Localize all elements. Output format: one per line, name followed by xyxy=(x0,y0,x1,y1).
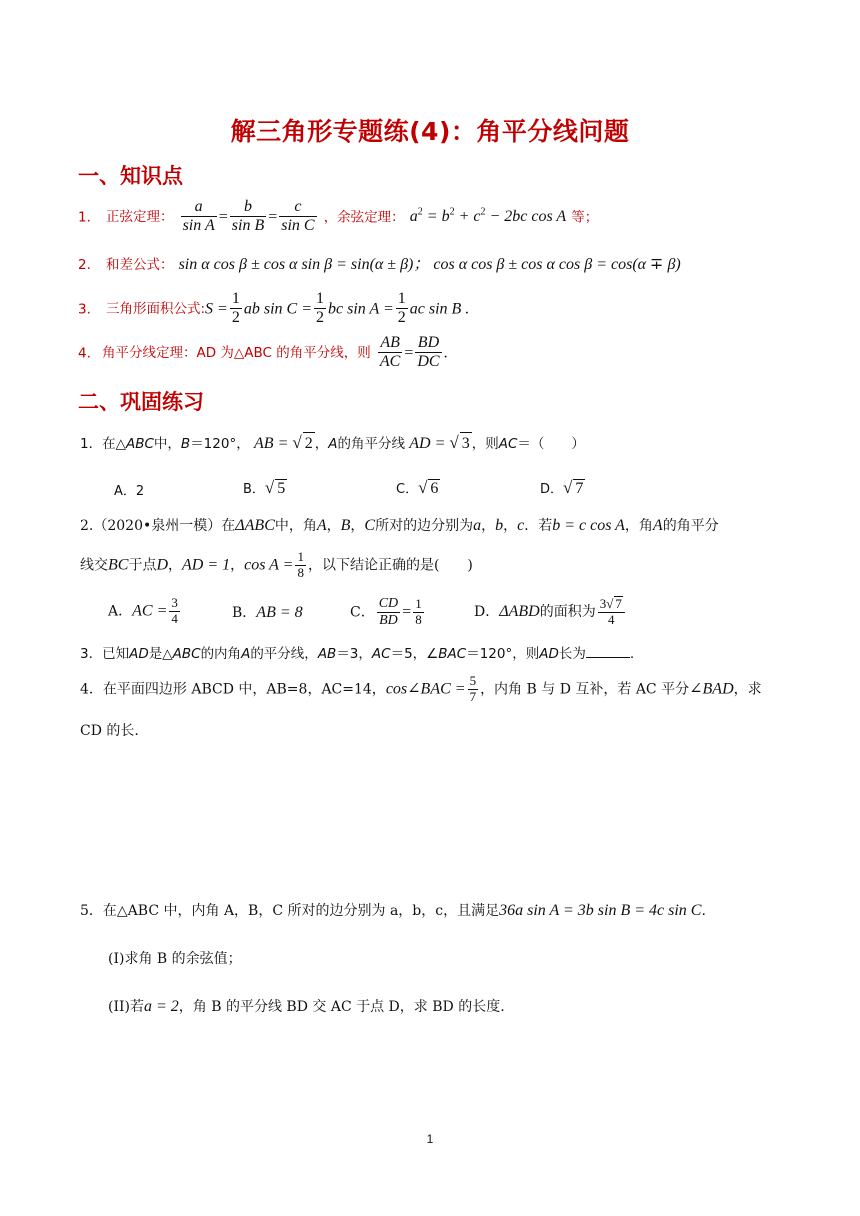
item-number: 2. xyxy=(78,257,91,273)
item-label: 正弦定理： xyxy=(105,209,174,226)
cosine-law-formula: $a^2 = b^2 + c^2 - 2bc$ cos A xyxy=(409,207,567,226)
item-text: 等； xyxy=(571,209,599,226)
question-2-line-2: 线交BC于点D，AD = 1，cos A = $\frac{1}{8}$ ，以下结论正确的是( ) xyxy=(80,549,473,580)
question-1: 1．在△ABC中，B＝120°， AB = √ 2 ，A的角平分线 AD = √ 3 ，则AC＝（ ） xyxy=(80,432,585,455)
item-label: 三角形面积公式: xyxy=(105,301,206,318)
question-5-stem: 5．在△ABC 中，内角 A，B，C 所对的边分别为 a，b，c，且满足36a sin A = 3b sin B = 4c sin C. xyxy=(80,902,706,919)
q1-option-c: C．√ 6 xyxy=(396,478,439,497)
item-label: 角平分线定理：AD 为△ABC 的角平分线，则 xyxy=(101,345,371,362)
knowledge-item-2 xyxy=(78,251,681,274)
formula-fraction: $\frac{a}{\text{sin A}}$ xyxy=(182,198,215,235)
page-title: 解三角形专题练(4)：角平分线问题 xyxy=(230,117,630,146)
page-number: 1 xyxy=(426,1132,434,1146)
q1-option-d: D．√ 7 xyxy=(540,478,584,497)
question-4-line-1: 4．在平面四边形 ABCD 中，AB=8，AC=14，cos∠BAC = $\frac{5}{7}$ ，内角 B 与 D 互补，若 AC 平分∠BAD，求 xyxy=(80,673,762,704)
q2-option-c: C． $\frac{CD}{BD}$ = $\frac{1}{8}$ xyxy=(350,596,422,629)
q1-option-a: A．2 xyxy=(114,484,145,499)
knowledge-item-1: 1. 正弦定理： $\frac{a}{\text{sin A}}$ = $\frac{b}{\text{sin B}}$ = $\frac{c}{\text{sin C}}$ ，余弦定理： $a^2 = b^2 + c^2 - 2bc$ cos A 等； xyxy=(78,198,599,235)
q2-option-a: A．AC = $\frac{3}{4}$ xyxy=(108,595,178,626)
item-number: 4. xyxy=(78,345,91,362)
question-4-line-2: CD 的长. xyxy=(80,723,139,739)
item-number: 3. xyxy=(78,301,91,318)
question-3: 3．已知AD是△ABC的内角A的平分线，AB＝3，AC＝5，∠BAC＝120°，则AD长为 . xyxy=(80,646,635,662)
answer-blank[interactable] xyxy=(586,645,630,658)
question-5-part-2: (II)若a = 2，角 B 的平分线 BD 交 AC 于点 D，求 BD 的长度. xyxy=(108,998,505,1015)
q2-option-b: B．AB = 8 xyxy=(232,604,303,621)
item-text: ，余弦定理： xyxy=(323,209,405,226)
formula-fraction: $\frac{c}{\text{sin C}}$ xyxy=(281,198,315,235)
q2-option-d: D．ΔABD的面积为 $\frac{3√ 7}{4}$ xyxy=(474,596,627,628)
sum-difference-formula: sin α cos β ± cos α sin β = sin(α ± β)； cos α cos β ± cos α cos β = cos(α ∓ β) xyxy=(178,256,681,273)
section-heading-knowledge: 一、知识点 xyxy=(78,164,183,188)
knowledge-item-3: 3. 三角形面积公式:S = $\frac{1}{2}$ ab sin C = $\frac{1}{2}$ bc sin A = $\frac{1}{2}$ ac sin B . xyxy=(78,290,470,327)
item-number: 1. xyxy=(78,209,91,226)
question-2-line-1: 2.（2020•泉州一模）在ΔABC中，角A，B，C所对的边分别为a，b，c．若b = c cos A，角A的角平分 xyxy=(80,517,719,534)
q1-option-b: B．√ 5 xyxy=(243,478,286,497)
section-heading-practice: 二、巩固练习 xyxy=(78,390,204,414)
item-label: 和差公式： xyxy=(105,257,174,273)
knowledge-item-4: 4. 角平分线定理：AD 为△ABC 的角平分线，则 $\frac{AB}{AC}$ = $\frac{BD}{DC}$ . xyxy=(78,334,448,371)
formula-fraction: $\frac{b}{\text{sin B}}$ xyxy=(231,198,265,235)
question-5-part-1: (I)求角 B 的余弦值； xyxy=(108,951,242,967)
